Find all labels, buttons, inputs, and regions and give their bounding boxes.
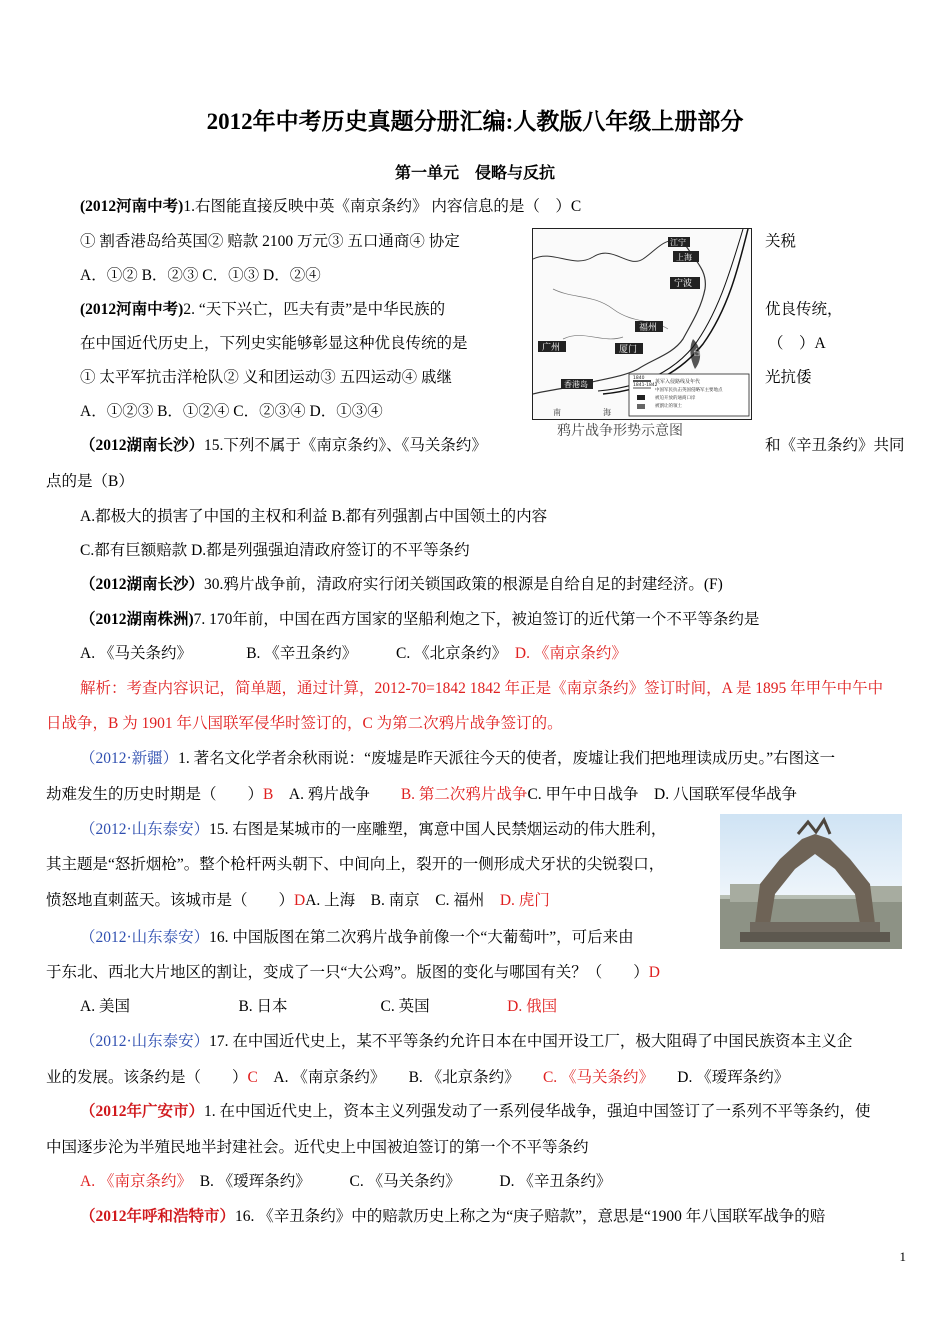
opium-war-map xyxy=(532,228,752,420)
answer-key: D xyxy=(294,892,306,909)
svg-text:中国军民抗击英国侵略军主要地点: 中国军民抗击英国侵略军主要地点 xyxy=(655,388,723,393)
map-label: 香港岛 xyxy=(564,380,588,389)
question-3-options: C.都有巨额赔款 D.都是列强强迫清政府签订的不平等条约 xyxy=(80,542,470,559)
map-label: 海 xyxy=(603,408,611,417)
answer-highlight: D. 《南京条约》 xyxy=(514,645,627,662)
question-6 xyxy=(80,746,835,768)
question-11 xyxy=(80,1204,825,1226)
question-text: 15.下列不属于《南京条约》、《马关条约》 xyxy=(204,437,487,454)
question-3-options: A.都极大的损害了中国的主权和利益 B.都有列强割占中国领土的内容 xyxy=(80,508,548,525)
question-source: （2012湖南株洲) xyxy=(80,611,194,628)
question-1-options: ① 割香港岛给英国② 赔款 2100 万元③ 五口通商④ 协定 xyxy=(80,233,460,250)
question-5-options: A. 《马关条约》 B. 《辛丑条约》 C. 《北京条约》 D. 《南京条约》 xyxy=(80,645,627,662)
svg-text:1841-1842: 1841-1842 xyxy=(633,383,658,388)
question-2 xyxy=(80,297,445,319)
question-text: 17. 在中国近代史上，某不平等条约允许日本在中国开设工厂，极大阻碍了中国民族资本主义企 xyxy=(209,1033,853,1050)
map-label: 江宁 xyxy=(670,238,686,247)
question-text: 15. 右图是某城市的一座雕塑，寓意中国人民禁烟运动的伟大胜利， xyxy=(209,821,667,838)
question-1 xyxy=(80,194,581,216)
question-2-key: （ ）A xyxy=(768,335,826,352)
question-1-options-cont: 关税 xyxy=(765,233,797,250)
question-text: 30.鸦片战争前，清政府实行闭关锁国政策的根源是自给自足的封建经济。(F) xyxy=(204,576,723,593)
question-source: （2012·山东泰安） xyxy=(80,821,210,838)
question-2-text-cont: 优良传统， xyxy=(765,301,843,318)
question-source: (2012河南中考) xyxy=(80,198,184,215)
unit-heading: 第一单元 侵略与反抗 xyxy=(394,165,555,182)
question-10-text-line2: 中国逐步沦为半殖民地半封建社会。近代史上中国被迫签订的第一个不平等条约 xyxy=(46,1139,589,1156)
map-drawing xyxy=(533,229,751,419)
question-6-options: 劫难发生的历史时期是（ ）B A. 鸦片战争 B. 第二次鸦片战争C. 甲午中日战争 D. 八国联军侵华战争 xyxy=(46,786,797,803)
answer-highlight: C. 《马关条约》 xyxy=(542,1069,647,1086)
answer-key: B xyxy=(263,786,274,803)
map-caption: 鸦片战争形势示意图 xyxy=(557,424,683,439)
question-source: (2012河南中考) xyxy=(80,301,184,318)
question-10 xyxy=(80,1099,871,1121)
question-3-text-cont: 和《辛丑条约》共同 xyxy=(765,437,905,454)
question-7-options: 愤怒地直刺蓝天。该城市是（ ）DA. 上海 B. 南京 C. 福州 D. 虎门 xyxy=(46,892,550,909)
question-3-text-line2: 点的是（B） xyxy=(46,473,134,490)
question-source: （2012·山东泰安） xyxy=(80,929,210,946)
question-7 xyxy=(80,817,666,839)
map-label: 上海 xyxy=(676,253,692,262)
question-8 xyxy=(80,925,634,947)
question-9-options: 业的发展。该条约是（ ）C A. 《南京条约》 B. 《北京条约》 C. 《马关条约》 D. 《瑷珲条约》 xyxy=(46,1069,790,1086)
explanation: 日战争，B 为 1901 年八国联军侵华时签订的，C 为第二次鸦片战争签订的。 xyxy=(46,715,563,732)
svg-text:被割让的领土: 被割让的领土 xyxy=(655,404,682,409)
question-2-text-line2: 在中国近代历史上，下列史实能够彰显这种优良传统的是 xyxy=(80,335,468,352)
question-2-options: ① 太平军抗击洋枪队② 义和团运动③ 五四运动④ 戚继 xyxy=(80,369,453,386)
question-9 xyxy=(80,1029,852,1051)
page-number: 1 xyxy=(899,1249,906,1264)
svg-text:1840: 1840 xyxy=(633,376,645,381)
answer-key: C xyxy=(247,1069,258,1086)
answer-highlight: D. 虎门 xyxy=(499,892,550,909)
svg-text:英军入侵路线及年代: 英军入侵路线及年代 xyxy=(655,379,701,385)
question-8-text-line2: 于东北、西北大片地区的割让，变成了一只“大公鸡”。版图的变化与哪国有关？（ ）D xyxy=(46,964,660,981)
question-text: 7. 170年前，中国在西方国家的坚船利炮之下，被迫签订的近代第一个不平等条约是 xyxy=(193,611,760,628)
answer-key: D xyxy=(648,964,660,981)
answer-highlight: B. 第二次鸦片战争 xyxy=(400,786,528,803)
map-label: 宁波 xyxy=(674,279,693,289)
map-label: 南 xyxy=(553,408,561,417)
page-title: 2012年中考历史真题分册汇编:人教版八年级上册部分 xyxy=(206,109,744,134)
question-text: 16. 中国版图在第二次鸦片战争前像一个“大葡萄叶”，可后来由 xyxy=(209,929,634,946)
answer-highlight: A. 《南京条约》 xyxy=(80,1173,185,1190)
question-3 xyxy=(80,433,487,455)
question-text: 2. “天下兴亡，匹夫有责”是中华民族的 xyxy=(183,301,446,318)
question-7-text-line2: 其主题是“怒折烟枪”。整个枪杆两头朝下、中间向上，裂开的一侧形成犬牙状的尖锐裂口， xyxy=(46,856,665,873)
map-label: 厦门 xyxy=(619,345,638,355)
question-source: （2012湖南长沙） xyxy=(80,576,205,593)
map-label: 福州 xyxy=(639,323,658,333)
question-4 xyxy=(80,572,723,594)
explanation: 解析：考查内容识记，简单题，通过计算，2012-70=1842 1842 年正是《南京条约》签订时间，A 是 1895 年甲午中午中 xyxy=(80,680,884,697)
question-source: （2012·新疆） xyxy=(80,750,179,767)
map-label: 广州 xyxy=(542,343,561,353)
question-text: 1. 著名文化学者余秋雨说：“废墟是昨天派往今天的使者，废墟让我们把地理读成历史。”右图这一 xyxy=(178,750,836,767)
question-source: （2012·山东泰安） xyxy=(80,1033,210,1050)
question-8-options: A. 美国 B. 日本 C. 英国 D. 俄国 xyxy=(80,998,558,1015)
question-2-answers: A．①②③ B．①②④ C．②③④ D．①③④ xyxy=(80,403,383,420)
statue-drawing xyxy=(720,814,902,949)
question-2-options-cont: 光抗倭 xyxy=(765,369,812,386)
question-text: 1.右图能直接反映中英《南京条约》 内容信息的是（ ）C xyxy=(183,198,582,215)
answer-highlight: D. 俄国 xyxy=(507,998,558,1015)
svg-text:被迫开放的通商口岸: 被迫开放的通商口岸 xyxy=(655,396,696,401)
map-label: 台 xyxy=(693,348,701,357)
question-5 xyxy=(80,607,759,629)
question-10-options: A. 《南京条约》 B. 《瑷珲条约》 C. 《马关条约》 D. 《辛丑条约》 xyxy=(80,1173,612,1190)
question-1-answers: A．①② B．②③ C．①③ D．②④ xyxy=(80,267,321,284)
question-source: （2012湖南长沙） xyxy=(80,437,205,454)
question-source: （2012年呼和浩特市） xyxy=(80,1208,236,1225)
question-source: （2012年广安市） xyxy=(80,1103,205,1120)
question-text: 16. 《辛丑条约》中的赔款历史上称之为“庚子赔款”，意思是“1900 年八国联军战争的赔 xyxy=(235,1208,826,1225)
statue-photo xyxy=(720,814,902,949)
question-text: 1. 在中国近代史上，资本主义列强发动了一系列侵华战争，强迫中国签订了一系列不平等条约，使 xyxy=(204,1103,871,1120)
